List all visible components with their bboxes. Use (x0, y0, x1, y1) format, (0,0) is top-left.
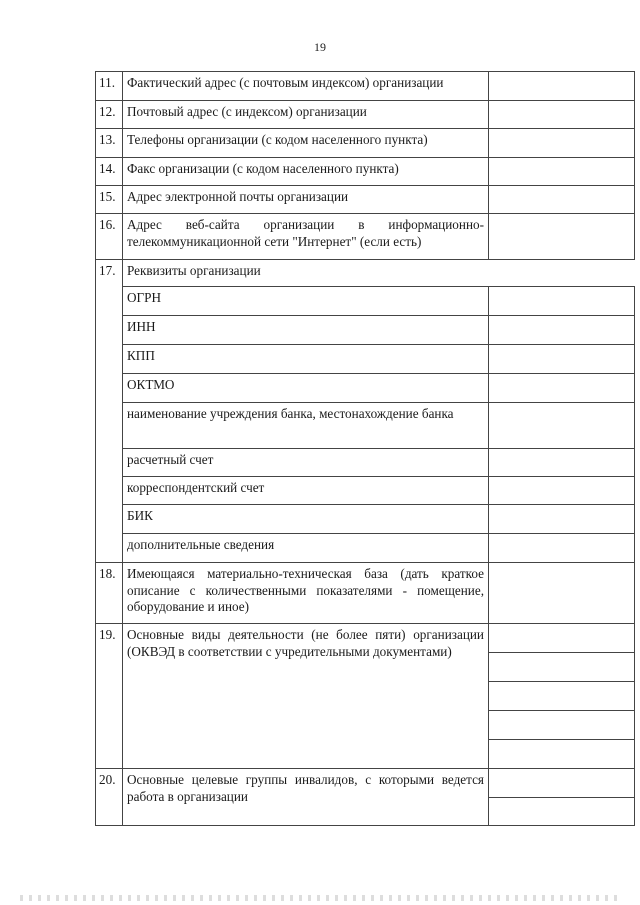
row-label: Фактический адрес (с почтовым индексом) организации (123, 72, 489, 101)
table-row (96, 72, 635, 101)
requisite-label: корреспондентский счет (123, 477, 489, 505)
requisite-label: наименование учреждения банка, местонахождение банка (123, 403, 489, 449)
row-number: 19. (96, 624, 123, 769)
value-cell[interactable] (489, 316, 635, 345)
table-row (96, 374, 635, 403)
row-number: 15. (96, 186, 123, 214)
table-row (96, 505, 635, 534)
row-label: Имеющаяся материально-техническая база (дать краткое описание с количественными показателями - помещение, оборудование и иное) (123, 563, 489, 624)
row-number: 16. (96, 214, 123, 260)
organization-info-table (95, 71, 635, 826)
row-number: 11. (96, 72, 123, 101)
table-row (96, 129, 635, 158)
table-row (96, 403, 635, 449)
row-number: 18. (96, 563, 123, 624)
value-cell[interactable] (489, 186, 635, 214)
row-label: Почтовый адрес (с индексом) организации (123, 101, 489, 129)
table-row (96, 101, 635, 129)
value-cell[interactable] (489, 449, 635, 477)
table-row (96, 214, 635, 260)
value-cell[interactable] (489, 563, 635, 624)
row-label: Основные виды деятельности (не более пяти) организации (ОКВЭД в соответствии с учредительными документами) (123, 624, 489, 769)
table-row (96, 260, 635, 287)
value-cell[interactable] (489, 403, 635, 449)
table-row (96, 563, 635, 624)
row-number: 20. (96, 769, 123, 826)
row-number: 13. (96, 129, 123, 158)
value-cell[interactable] (489, 72, 635, 101)
requisite-label: ОКТМО (123, 374, 489, 403)
value-cell[interactable] (489, 345, 635, 374)
table-row (96, 287, 635, 316)
row-label: Реквизиты организации (123, 260, 635, 287)
value-cell[interactable] (489, 505, 635, 534)
value-cell[interactable] (489, 101, 635, 129)
value-cell[interactable] (489, 653, 635, 682)
page-number: 19 (314, 40, 326, 54)
value-cell[interactable] (489, 214, 635, 260)
value-cell[interactable] (489, 129, 635, 158)
table-row (96, 477, 635, 505)
value-cell[interactable] (489, 711, 635, 740)
table-row (96, 316, 635, 345)
row-number: 17. (96, 260, 123, 287)
value-cell[interactable] (489, 477, 635, 505)
value-cell[interactable] (489, 769, 635, 798)
requisite-label: дополнительные сведения (123, 534, 489, 563)
value-cell[interactable] (489, 624, 635, 653)
row-label: Адрес веб-сайта организации в информационно-телекоммуникационной сети "Интернет" (если есть) (123, 214, 489, 260)
requisite-label: ИНН (123, 316, 489, 345)
table-row (96, 186, 635, 214)
row-label: Телефоны организации (с кодом населенного пункта) (123, 129, 489, 158)
requisite-label: ОГРН (123, 287, 489, 316)
value-cell[interactable] (489, 158, 635, 186)
value-cell[interactable] (489, 740, 635, 769)
table-row (96, 345, 635, 374)
table-row (96, 534, 635, 563)
table-row (96, 769, 635, 798)
value-cell[interactable] (489, 798, 635, 826)
value-cell[interactable] (489, 682, 635, 711)
table-row (96, 449, 635, 477)
requisite-label: БИК (123, 505, 489, 534)
value-cell[interactable] (489, 374, 635, 403)
value-cell[interactable] (489, 534, 635, 563)
table-row (96, 624, 635, 653)
row-label: Факс организации (с кодом населенного пункта) (123, 158, 489, 186)
requisite-label: КПП (123, 345, 489, 374)
row-number: 12. (96, 101, 123, 129)
row-label: Основные целевые группы инвалидов, с которыми ведется работа в организации (123, 769, 489, 826)
value-cell[interactable] (489, 287, 635, 316)
row-number: 14. (96, 158, 123, 186)
requisite-label: расчетный счет (123, 449, 489, 477)
scan-artifact (20, 895, 620, 901)
table-row (96, 158, 635, 186)
row-label: Адрес электронной почты организации (123, 186, 489, 214)
